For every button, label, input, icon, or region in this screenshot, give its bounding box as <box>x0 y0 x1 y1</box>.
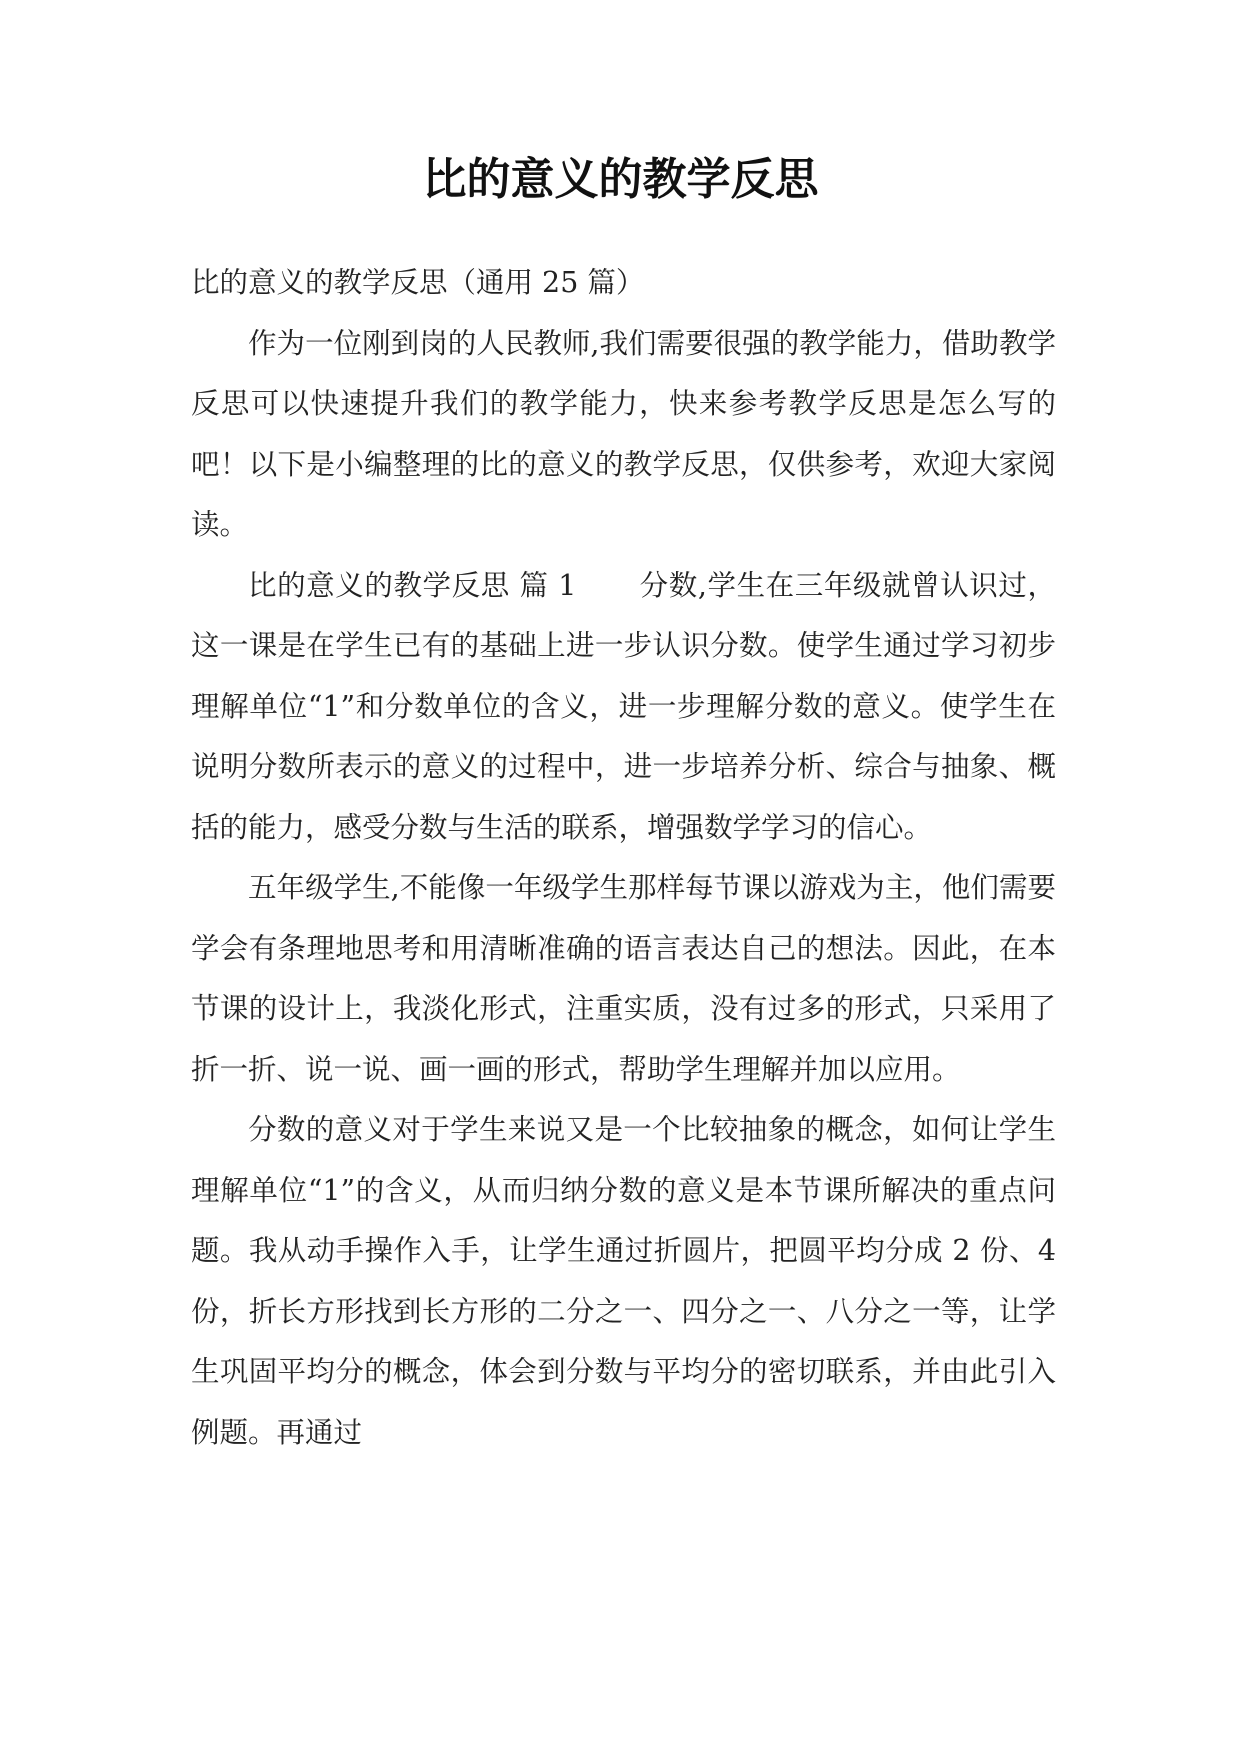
section-1-paragraph <box>191 556 1056 859</box>
section-1-text: 分数,学生在三年级就曾认识过，这一课是在学生已有的基础上进一步认识分数。使学生通过学习初步理解单位“1”和分数单位的含义，进一步理解分数的意义。使学生在说明分数所表示的意义的过程中，进一步培养分析、综合与抽象、概括的能力，感受分数与生活的联系，增强数学学习的信心。 <box>191 568 1056 844</box>
document-title: 比的意义的教学反思 <box>422 154 819 205</box>
body-paragraph: 五年级学生,不能像一年级学生那样每节课以游戏为主，他们需要学会有条理地思考和用清晰准确的语言表达自己的想法。因此，在本节课的设计上，我淡化形式，注重实质，没有过多的形式，只采用了折一折、说一说、画一画的形式，帮助学生理解并加以应用。 <box>191 871 1056 1086</box>
document-body <box>191 253 1056 1463</box>
section-1-heading: 比的意义的教学反思 篇 1 <box>248 568 577 602</box>
document-subtitle: 比的意义的教学反思（通用 25 篇） <box>191 266 645 299</box>
intro-paragraph: 作为一位刚到岗的人民教师,我们需要很强的教学能力，借助教学反思可以快速提升我们的教学能力，快来参考教学反思是怎么写的吧！以下是小编整理的比的意义的教学反思，仅供参考，欢迎大家阅读。 <box>191 326 1056 541</box>
body-paragraph: 分数的意义对于学生来说又是一个比较抽象的概念，如何让学生理解单位“1”的含义，从而归纳分数的意义是本节课所解决的重点问题。我从动手操作入手，让学生通过折圆片，把圆平均分成 2 份、4 份，折长方形找到长方形的二分之一、四分之一、八分之一等，让学生巩固平均分的概念，体会到分数与平均分的密切联系，并由此引入例题。再通过 <box>191 1113 1056 1449</box>
